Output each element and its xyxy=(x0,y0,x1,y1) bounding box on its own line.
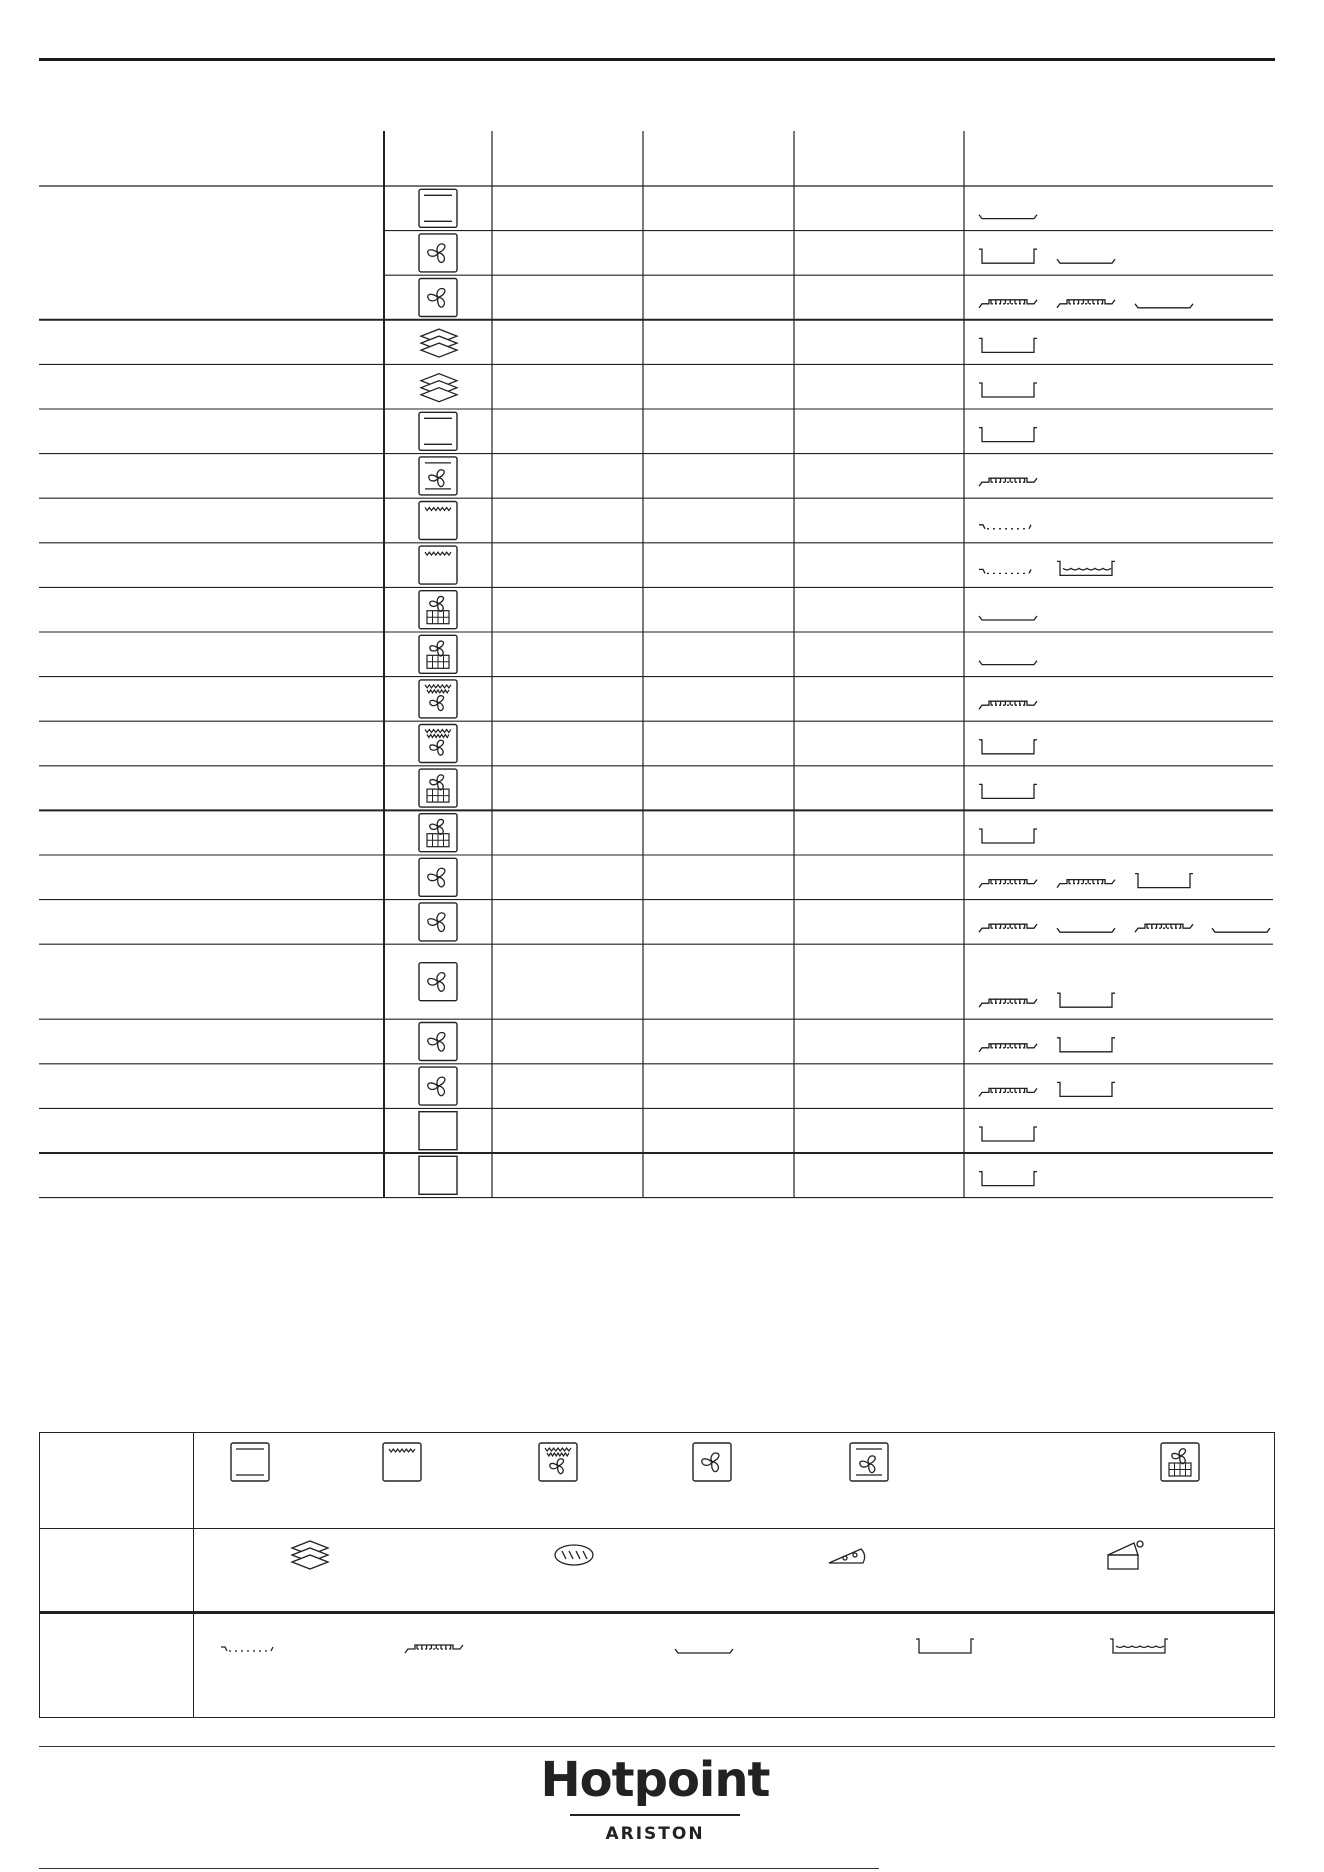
fan-bottom-function-icon xyxy=(419,814,457,852)
rack-accessory-icon xyxy=(1135,924,1193,932)
grid-accessory-icon xyxy=(979,569,1031,573)
blank-function-icon xyxy=(419,1112,457,1150)
legend-row-separator xyxy=(40,1611,1274,1614)
pan-accessory-icon xyxy=(1135,874,1193,888)
layers-function-icon xyxy=(421,329,457,357)
pan-accessory-icon xyxy=(979,1127,1037,1141)
pan-accessory-icon xyxy=(979,428,1037,442)
footer-rule xyxy=(39,1746,1275,1747)
conventional-function-icon xyxy=(419,412,457,450)
pan-accessory-icon xyxy=(979,338,1037,352)
fan-function-icon xyxy=(419,963,457,1001)
rack-accessory-icon xyxy=(979,1044,1037,1052)
layers-function-icon xyxy=(421,374,457,402)
grill-function-icon xyxy=(419,502,457,540)
blank-function-icon xyxy=(419,1156,457,1194)
legend-pan-icon xyxy=(916,1639,974,1653)
legend-pizza-icon xyxy=(829,1549,865,1563)
legend-cake-icon xyxy=(1108,1541,1143,1569)
brand-subtitle: ARISTON xyxy=(605,1824,705,1844)
legend-fan-icon xyxy=(693,1443,731,1481)
grill-fan-function-icon xyxy=(419,680,457,718)
legend-grill-fan-icon xyxy=(539,1443,577,1481)
tray-accessory-icon xyxy=(1212,928,1270,932)
tray-accessory-icon xyxy=(1057,928,1115,932)
legend-fan-bottom-icon xyxy=(1161,1443,1199,1481)
grill-fan-function-icon xyxy=(419,725,457,763)
tray-accessory-icon xyxy=(979,215,1037,219)
legend-layers-icon xyxy=(292,1541,328,1569)
grid-accessory-icon xyxy=(979,525,1031,529)
brand-logo xyxy=(540,1752,770,1844)
legend-tray-icon xyxy=(675,1649,733,1653)
pan-accessory-icon xyxy=(979,1172,1037,1186)
legend-icons xyxy=(40,1433,1276,1719)
fan-bottom-function-icon xyxy=(419,769,457,807)
legend-grill-icon xyxy=(383,1443,421,1481)
legend-drip-icon xyxy=(1110,1639,1168,1653)
brand-rule xyxy=(570,1814,740,1816)
rack-accessory-icon xyxy=(1057,880,1115,888)
rack-accessory-icon xyxy=(979,924,1037,932)
pan-accessory-icon xyxy=(979,784,1037,798)
rack-accessory-icon xyxy=(979,701,1037,709)
legend-fan-top-icon xyxy=(850,1443,888,1481)
pan-accessory-icon xyxy=(1057,1082,1115,1096)
pan-accessory-icon xyxy=(1057,993,1115,1007)
legend-table xyxy=(39,1432,1275,1718)
grill-function-icon xyxy=(419,546,457,584)
fan-bottom-function-icon xyxy=(419,635,457,673)
bottom-rule xyxy=(39,1868,879,1869)
rack-accessory-icon xyxy=(979,478,1037,486)
pan-accessory-icon xyxy=(979,740,1037,754)
conventional-function-icon xyxy=(419,189,457,227)
pan-accessory-icon xyxy=(979,383,1037,397)
legend-layers-icon-shape xyxy=(292,1541,328,1569)
legend-bread-icon xyxy=(555,1545,593,1565)
rack-accessory-icon xyxy=(1057,300,1115,308)
legend-conventional-icon xyxy=(231,1443,269,1481)
fan-function-icon xyxy=(419,1023,457,1061)
fan-function-icon xyxy=(419,234,457,272)
fan-bottom-function-icon xyxy=(419,591,457,629)
fan-function-icon xyxy=(419,1067,457,1105)
pan-accessory-icon xyxy=(1057,1038,1115,1052)
pan-accessory-icon xyxy=(979,249,1037,263)
legend-row-separator xyxy=(40,1528,1274,1529)
brand-name: Hotpoint xyxy=(540,1752,770,1808)
rack-accessory-icon xyxy=(979,1088,1037,1096)
rack-accessory-icon xyxy=(979,880,1037,888)
tray-accessory-icon xyxy=(979,661,1037,665)
fan-top-function-icon xyxy=(419,457,457,495)
fan-function-icon xyxy=(419,279,457,317)
tray-accessory-icon xyxy=(1135,304,1193,308)
pan-accessory-icon xyxy=(979,829,1037,843)
legend-rack-icon xyxy=(405,1645,463,1653)
fan-function-icon xyxy=(419,858,457,896)
fan-function-icon xyxy=(419,903,457,941)
drip-accessory-icon xyxy=(1057,561,1115,575)
rack-accessory-icon xyxy=(979,300,1037,308)
rack-accessory-icon xyxy=(979,999,1037,1007)
legend-grid-icon xyxy=(221,1647,273,1651)
tray-accessory-icon xyxy=(1057,259,1115,263)
tray-accessory-icon xyxy=(979,616,1037,620)
